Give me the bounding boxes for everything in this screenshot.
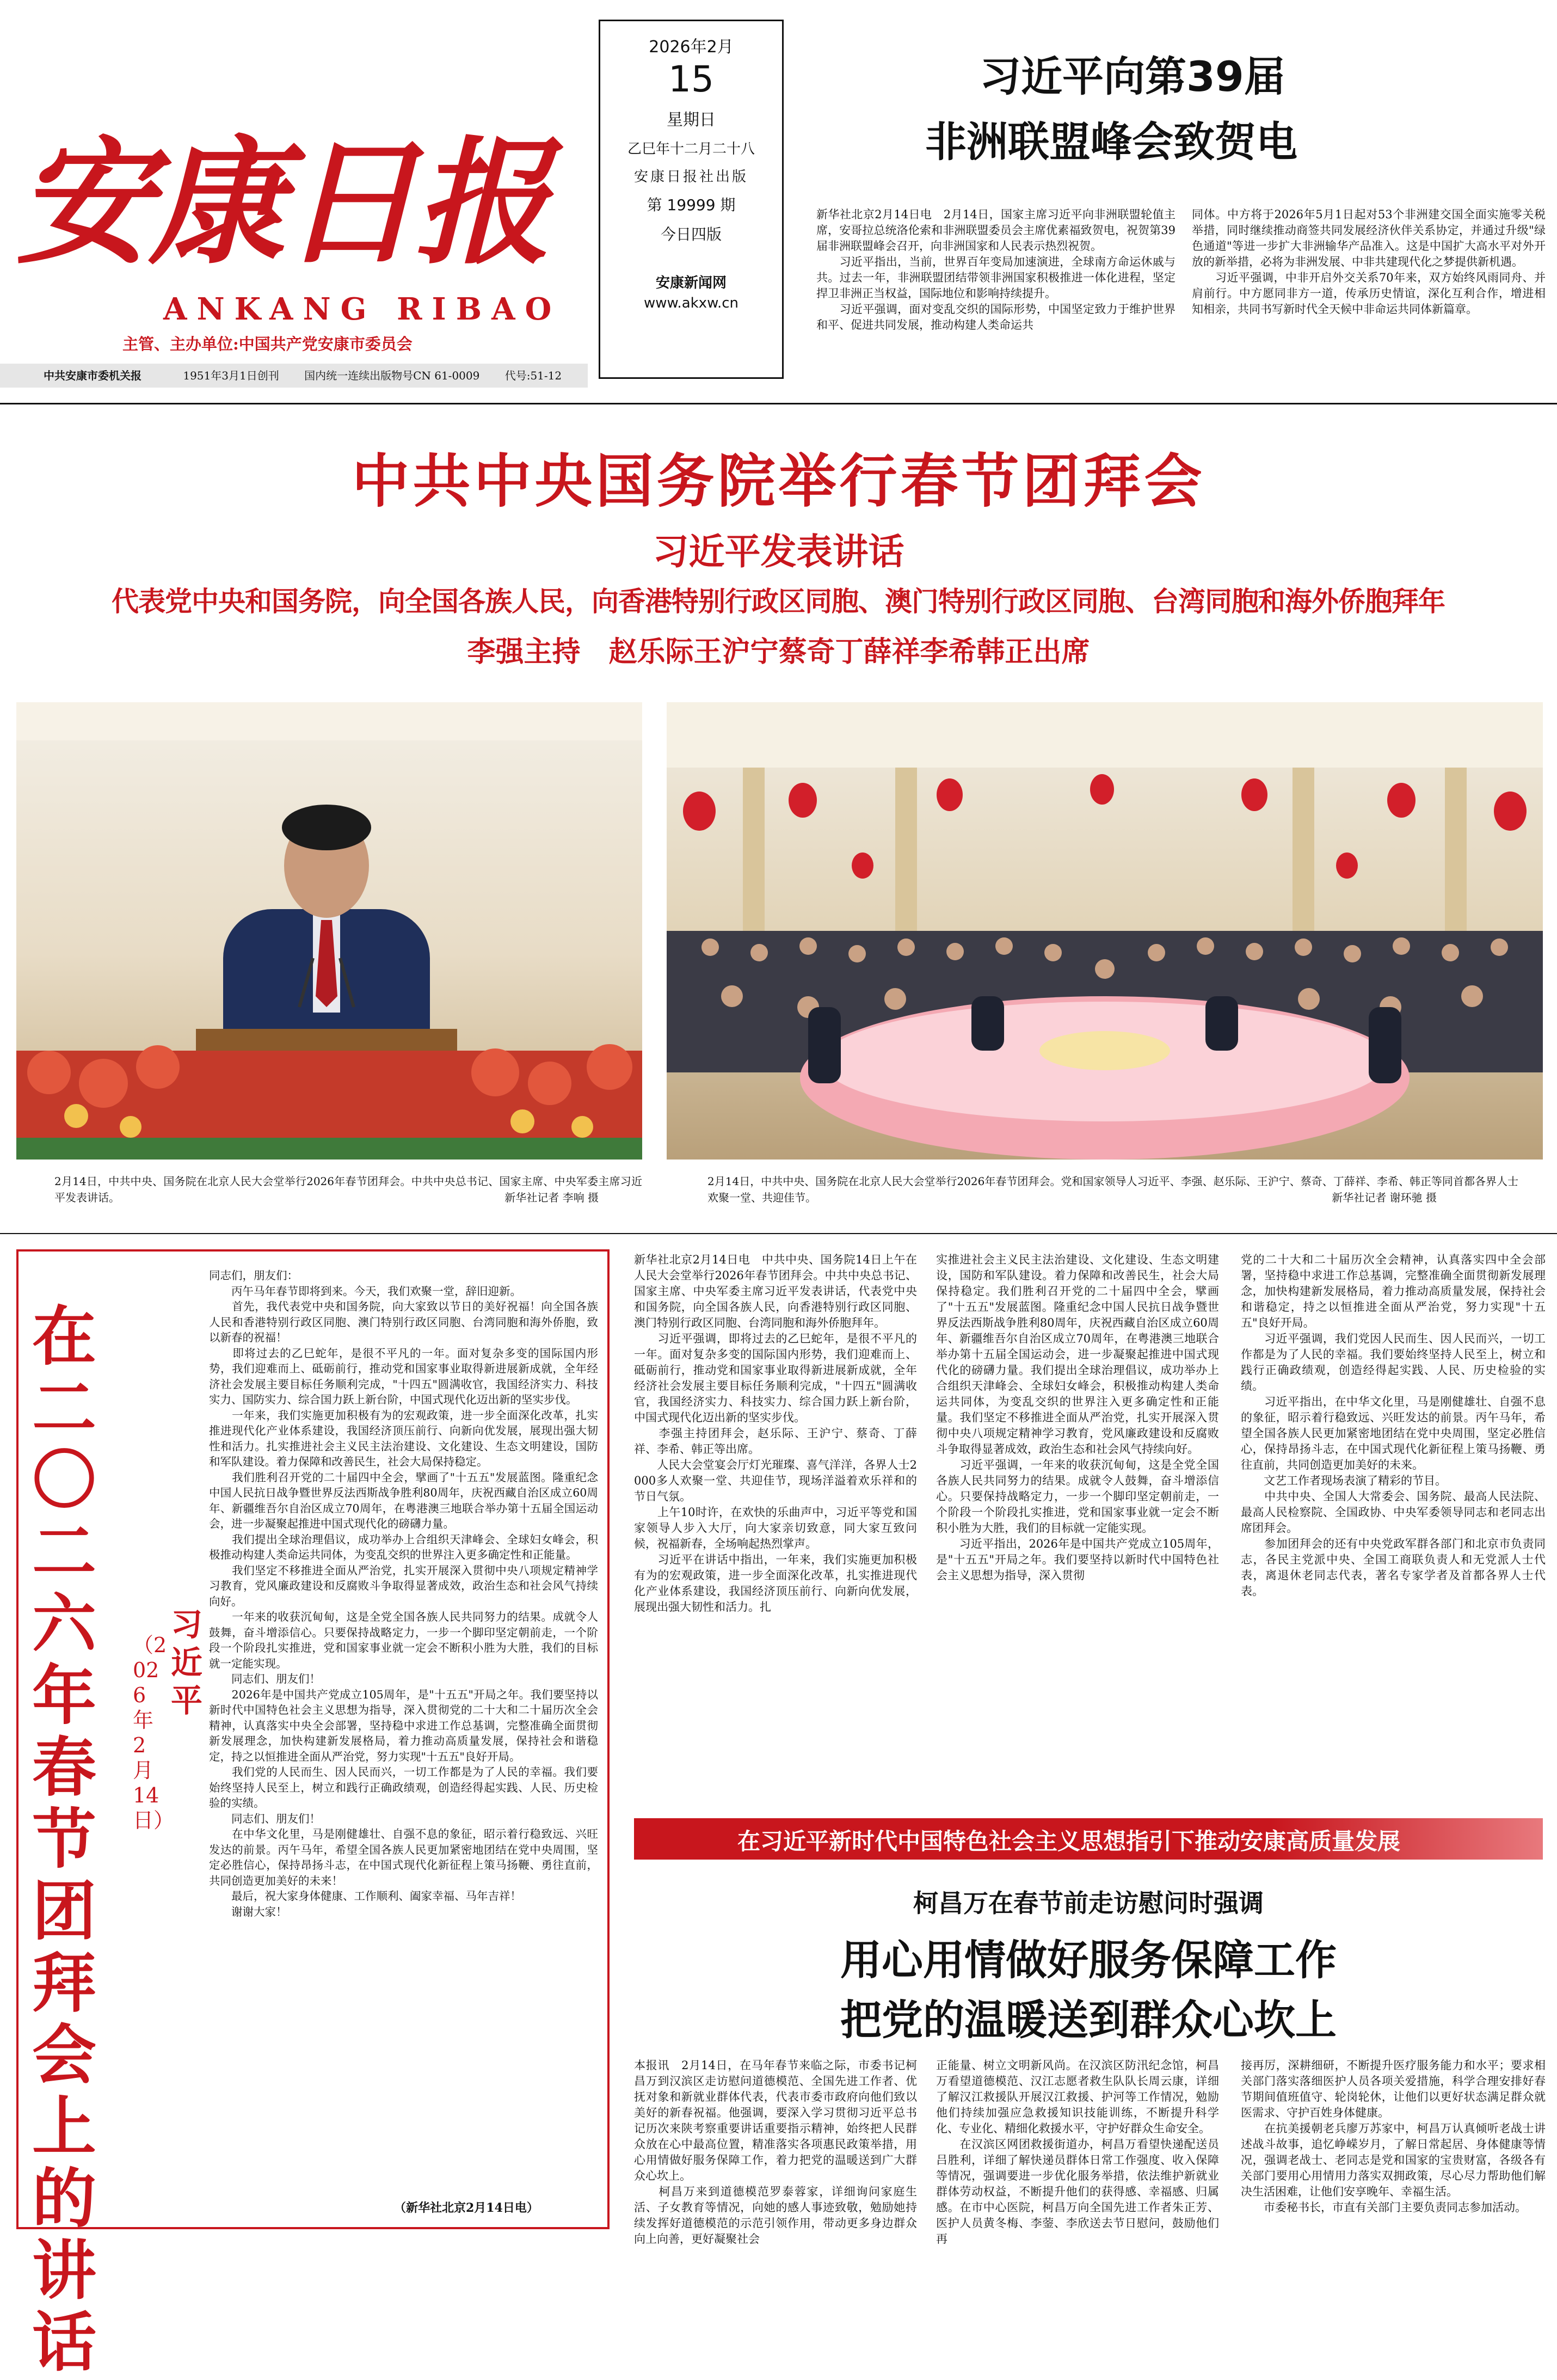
date-weekday: 星期日 <box>667 111 716 130</box>
masthead-bar-item: 中共安康市委机关报 <box>44 369 141 382</box>
top-story-col1: 新华社北京2月14日电 2月14日，国家主席习近平向非洲联盟轮值主席，安哥拉总统洛伦索和非洲联盟委员会主席优素福致贺电，祝贺第39届非洲联盟峰会召开，向非洲国家和人民表示热烈祝贺。 习近平指出，当前，世界百年变局加速演进，全球南方命运休戚与共。过去一年，非洲联盟团结带领非洲国家积极推进一体化进程，坚定捍卫非洲正当权益，国际地位和影响持续提升。 习近平强调，面对变乱交织的国际形势，中国坚定致力于维护世界和平、促进共同发展，推动构建人类命运共 <box>816 208 1176 332</box>
site-url: www.akxw.cn <box>644 295 739 311</box>
masthead-logo <box>16 16 582 299</box>
local-body-col2: 正能量、树立文明新风尚。在汉滨区防汛纪念馆，柯昌万看望道德模范、汉江志愿者救生队队长周云康，详细了解汉江救援队开展汉江救援、护河等工作情况，勉励他们持续加强应急救援知识技能训练，不断提升科学化、专业化、精细化救援水平，守护好群众生命安全。 在汉滨区网团救援街道办，柯昌万看望快递配送员吕胜利，详细了解快递员群体日常工作强度、收入保障等情况，强调要进一步优化服务举措，依法维护新就业群体劳动权益，不断提升他们的获得感、幸福感、归属感。在市中心医院，柯昌万向全国先进工作者朱正芳、医护人员黄冬梅、李蓥、李欣送去节日慰问，鼓励他们再 <box>936 2059 1219 2246</box>
speech-body: 同志们，朋友们： 丙午马年春节即将到来。今天，我们欢聚一堂，辞旧迎新。 首先，我代表党中央和国务院，向大家致以节日的美好祝福！向全国各族人民和香港特别行政区同胞、澳门特别行政区同胞、台湾同胞和海外侨胞，致以新春的祝福！ 即将过去的乙巳蛇年，是很不平凡的一年。面对复杂多变的国际国内形势，我们迎难而上、砥砺前行，推动党和国家事业取得新进展新成就，全年经济社会发展主要目标任务顺利完成，"十四五"圆满收官，我国经济实力、科技实力、国防实力、综合国力跃上新台阶，中国式现代化迈出新的坚实步伐。 一年来，我们实施更加积极有为的宏观政策，进一步全面深化改革，扎实推进现代化产业体系建设，我国经济顶压前行、向新向优发展，展现出强大韧性和活力。扎实推进社会主义民主法治建设、文化建设、生态文明建设，国防和军队建设。着力保障和改善民生，社会大局保持稳定。 我们胜利召开党的二十届四中全会，擘画了"十五五"发展蓝图。隆重纪念中国人民抗日战争暨世界反法西斯战争胜利80周年，庆祝西藏自治区成立60周年、新疆维吾尔自治区成立70周年，在粤港澳三地联合举办第十五届全国运动会，进一步凝聚起推进中国式现代化的磅礴力量。 我们提出全球治理倡议，成功举办上合组织天津峰会、全球妇女峰会，积极推动构建人类命运共同体，为变乱交织的世界注入更多确定性和正能量。 我们坚定不移推进全面从严治党，扎实开展深入贯彻中央八项规定精神学习教育，党风廉政建设和反腐败斗争取得显著成效，政治生态和社会风气持续向好。 一年来的收获沉甸甸，这是全党全国各族人民共同努力的结果。成就令人鼓舞，奋斗增添信心。只要保持战略定力，一步一个脚印坚定朝前走，一个阶段一个阶段扎实推进，党和国家事业就一定会不断积小胜为大胜，我们的目标就一定能实现。 同志们、朋友们！ 2026年是中国共产党成立105周年，是"十五五"开局之年。我们要坚持以新时代中国特色社会主义思想为指导，深入贯彻党的二十大和二十届历次全会精神，认真落实中央全会部署，坚持稳中求进工作总基调，完整准确全面贯彻新发展理念，加快构建新发展格局，着力推动高质量发展，保持社会和谐稳定，持之以恒推进全面从严治党，努力实现"十五五"良好开局。 我们党的人民而生、因人民而兴，一切工作都是为了人民的幸福。我们要始终坚持人民至上，树立和践行正确政绩观，创造经得起实践、人民、历史检验的实绩。 同志们、朋友们！ 在中华文化里，马是刚健雄壮、自强不息的象征，昭示着行稳致远、兴旺发达的前景。丙午马年，希望全国各族人民更加紧密地团结在党中央周围，坚定必胜信心，保持昂扬斗志，在中国式现代化新征程上策马扬鞭、勇往直前，共同创造更加美好的未来！ 最后，祝大家身体健康、工作顺利、阖家幸福、马年吉祥！ 谢谢大家！ <box>209 1269 598 1918</box>
local-title-line2: 把党的温暖送到群众心坎上 <box>840 1996 1337 2044</box>
lead-subhead: 习近平发表讲话 <box>653 531 904 573</box>
photo-banquet-hall <box>667 702 1543 1160</box>
photo-speaker <box>16 702 642 1160</box>
divider <box>0 403 1557 404</box>
top-story-title-line2: 非洲联盟峰会致贺电 <box>925 118 1297 166</box>
local-kicker: 柯昌万在春节前走访慰问时强调 <box>913 1888 1264 1918</box>
photo2-caption <box>707 1173 1518 1206</box>
date-box <box>599 20 784 379</box>
banner <box>634 1818 1543 1860</box>
lead-deck: 代表党中央和国务院，向全国各族人民，向香港特别行政区同胞、澳门特别行政区同胞、台湾同胞和海外侨胞拜年 <box>112 586 1445 617</box>
speech-sign-off: （新华社北京2月14日电） <box>394 2201 539 2215</box>
photo2-caption-text: 2月14日，中共中央、国务院在北京人民大会堂举行2026年春节团拜会。党和国家领导人习近平、李强、赵乐际、王沪宁、蔡奇、丁薛祥、李希、韩正等同首都各界人士欢聚一堂、共迎佳节。 <box>707 1175 1518 1204</box>
masthead-bar-item: 国内统一连续出版物号CN 61-0009 <box>304 369 480 382</box>
masthead-pinyin: ANKANG RIBAO <box>163 291 562 327</box>
date-lunar: 乙巳年十二月二十八 <box>627 141 755 157</box>
date-issue: 第 19999 期 <box>647 196 736 214</box>
banner-text: 在习近平新时代中国特色社会主义思想指引下推动安康高质量发展 <box>737 1828 1401 1855</box>
masthead-calligraphy <box>16 16 582 299</box>
speech-title: 在二〇二六年春节团拜会上的讲话 <box>32 1299 97 2380</box>
divider <box>0 1233 1557 1234</box>
lead-body-col2: 实推进社会主义民主法治建设、文化建设、生态文明建设，国防和军队建设。着力保障和改善民生，社会大局保持稳定。我们胜利召开党的二十届四中全会，擘画了"十五五"发展蓝图。隆重纪念中国人民抗日战争暨世界反法西斯战争胜利80周年，庆祝西藏自治区成立60周年、新疆维吾尔自治区成立70周年，在粤港澳三地联合举办第十五届全国运动会，进一步凝聚起推进中国式现代化的磅礴力量。我们提出全球治理倡议，成功举办上合组织天津峰会、全球妇女峰会，积极推动构建人类命运共同体，为变乱交织的世界注入更多确定性和正能量。我们坚定不移推进全面从严治党，扎实开展深入贯彻中央八项规定精神学习教育，党风廉政建设和反腐败斗争取得显著成效，政治生态和社会风气持续向好。 习近平强调，一年来的收获沉甸甸，这是全党全国各族人民共同努力的结果。成就令人鼓舞，奋斗增添信心。只要保持战略定力，一步一个脚印坚定朝前走，一个阶段一个阶段扎实推进，党和国家事业就一定会不断积小胜为大胜，我们的目标就一定能实现。 习近平指出，2026年是中国共产党成立105周年，是"十五五"开局之年。我们要坚持以新时代中国特色社会主义思想为指导，深入贯彻 <box>936 1253 1219 1582</box>
masthead-bar-item: 代号:51-12 <box>504 369 562 382</box>
date-pages: 今日四版 <box>660 225 722 243</box>
photo1-caption-text: 2月14日，中共中央、国务院在北京人民大会堂举行2026年春节团拜会。中共中央总书记、国家主席、中央军委主席习近平发表讲话。 <box>54 1175 642 1204</box>
photo1-caption <box>54 1173 642 1206</box>
masthead-info-bar <box>0 364 588 388</box>
local-title-line1: 用心用情做好服务保障工作 <box>840 1936 1337 1984</box>
lead-body-col3: 党的二十大和二十届历次全会精神，认真落实四中全会部署，坚持稳中求进工作总基调，完整准确全面贯彻新发展理念，加快构建新发展格局，着力推动高质量发展，保持社会和谐稳定，持之以恒推进全面从严治党，努力实现"十五五"良好开局。 习近平强调，我们党因人民而生、因人民而兴，一切工作都是为了人民的幸福。我们要始终坚持人民至上，树立和践行正确政绩观，创造经得起实践、人民、历史检验的实绩。 习近平指出，在中华文化里，马是刚健雄壮、自强不息的象征，昭示着行稳致远、兴旺发达的前景。丙午马年，希望全国各族人民更加紧密地团结在党中央周围，坚定必胜信心，保持昂扬斗志，在中国式现代化新征程上策马扬鞭、勇往直前，共同创造更加美好的未来。 文艺工作者现场表演了精彩的节目。 中共中央、全国人大常委会、国务院、最高人民法院、最高人民检察院、全国政协、中央军委领导同志和老同志出席团拜会。 参加团拜会的还有中央党政军群各部门和北京市负责同志，各民主党派中央、全国工商联负责人和无党派人士代表，离退休老同志代表，著名专家学者及首都各界人士代表。 <box>1241 1253 1546 1598</box>
masthead-bar-item: 1951年3月1日创刊 <box>183 369 279 382</box>
photo-speaker-image <box>16 702 642 1160</box>
date-day: 15 <box>668 58 714 100</box>
lead-body-col1: 新华社北京2月14日电 中共中央、国务院14日上午在人民大会堂举行2026年春节团拜会。中共中央总书记、国家主席、中央军委主席习近平发表讲话，代表党中央和国务院，向全国各族人民，向香港特别行政区同胞、澳门特别行政区同胞、台湾同胞和海外侨胞拜年。 习近平强调，即将过去的乙巳蛇年，是很不平凡的一年。面对复杂多变的国际国内形势，我们迎难而上、砥砺前行，推动党和国家事业取得新进展新成就，全年经济社会发展主要目标任务顺利完成，"十四五"圆满收官，我国经济实力、科技实力、综合国力跃上新台阶，中国式现代化迈出新的坚实步伐。 李强主持团拜会，赵乐际、王沪宁、蔡奇、丁薛祥、李希、韩正等出席。 人民大会堂宴会厅灯光璀璨、喜气洋洋，各界人士2000多人欢聚一堂、共迎佳节，现场洋溢着欢乐祥和的节日气氛。 上午10时许，在欢快的乐曲声中，习近平等党和国家领导人步入大厅，向大家亲切致意，同大家互致问候，祝福新春，全场响起热烈掌声。 习近平在讲话中指出，一年来，我们实施更加积极有为的宏观政策，进一步全面深化改革，扎实推进现代化产业体系建设，我国经济顶压前行、向新向优发展，展现出强大韧性和活力。扎 <box>634 1253 917 1614</box>
top-story-title-line1: 习近平向第39届 <box>980 52 1285 101</box>
masthead-sponsor: 主管、主办单位:中国共产党安康市委员会 <box>122 335 413 353</box>
date-publisher: 安康日报社出版 <box>633 169 748 185</box>
speech-author: 习近平 <box>171 1606 203 1719</box>
photo1-credit: 新华社记者 李响 摄 <box>504 1191 599 1204</box>
top-story-col2: 同体。中方将于2026年5月1日起对53个非洲建交国全面实施零关税举措，同时继续推动商签共同发展经济伙伴关系协定，并通过升级"绿色通道"等进一步扩大非洲输华产品准入。这是中国扩大高水平对外开放的新举措，必将为非洲发展、中非共建现代化之梦提供新机遇。 习近平强调，中非开启外交关系70年来，双方始终风雨同舟、并肩前行。中方愿同非方一道，传承历史情谊，深化互利合作，增进相知相亲，共同书写新时代全天候中非命运共同体新篇章。 <box>1192 208 1546 316</box>
photo2-credit: 新华社记者 谢环驰 摄 <box>1332 1191 1437 1204</box>
speech-date: （2026年2月14日） <box>133 1633 175 1832</box>
lead-attendees: 李强主持 赵乐际王沪宁蔡奇丁薛祥李希韩正出席 <box>467 636 1090 668</box>
speech-box <box>16 1249 610 2380</box>
date-year-month: 2026年2月 <box>649 38 734 57</box>
photo-banquet-image <box>667 702 1543 1160</box>
local-body-col1: 本报讯 2月14日，在马年春节来临之际，市委书记柯昌万到汉滨区走访慰问道德模范、全国先进工作者、优抚对象和新就业群体代表，代表市委市政府向他们致以美好的新春祝福。他强调，要深入学习贯彻习近平总书记历次来陕考察重要讲话重要指示精神，始终把人民群众放在心中最高位置，精准落实各项惠民政策举措，用心用情做好服务保障工作，着力把党的温暖送到广大群众心坎上。 柯昌万来到道德模范罗泰蓉家，详细询问家庭生活、子女教育等情况，向她的感人事迹致敬，勉励她持续发挥好道德模范的示范引领作用，带动更多身边群众向上向善，更好凝聚社会 <box>634 2059 917 2246</box>
site-name: 安康新闻网 <box>655 275 727 291</box>
lead-headline: 中共中央国务院举行春节团拜会 <box>352 448 1205 515</box>
local-body-col3: 接再厉，深耕细研，不断提升医疗服务能力和水平；要求相关部门落实落细医护人员各项关爱措施，科学合理安排好春节期间值班值守、轮岗轮休，让他们以更好状态满足群众就医需求、守护百姓身体健康。 在抗美援朝老兵廖万苏家中，柯昌万认真倾听老战士讲述战斗故事，追忆峥嵘岁月，了解日常起居、身体健康等情况，强调老战士、老同志是党和国家的宝贵财富，各级各有关部门要用心用情用力落实双拥政策，尽心尽力帮助他们解决生活困难，让他们安享晚年、幸福生活。 市委秘书长，市直有关部门主要负责同志参加活动。 <box>1241 2059 1546 2214</box>
masthead-logo-text: 安康日报 <box>16 122 547 283</box>
